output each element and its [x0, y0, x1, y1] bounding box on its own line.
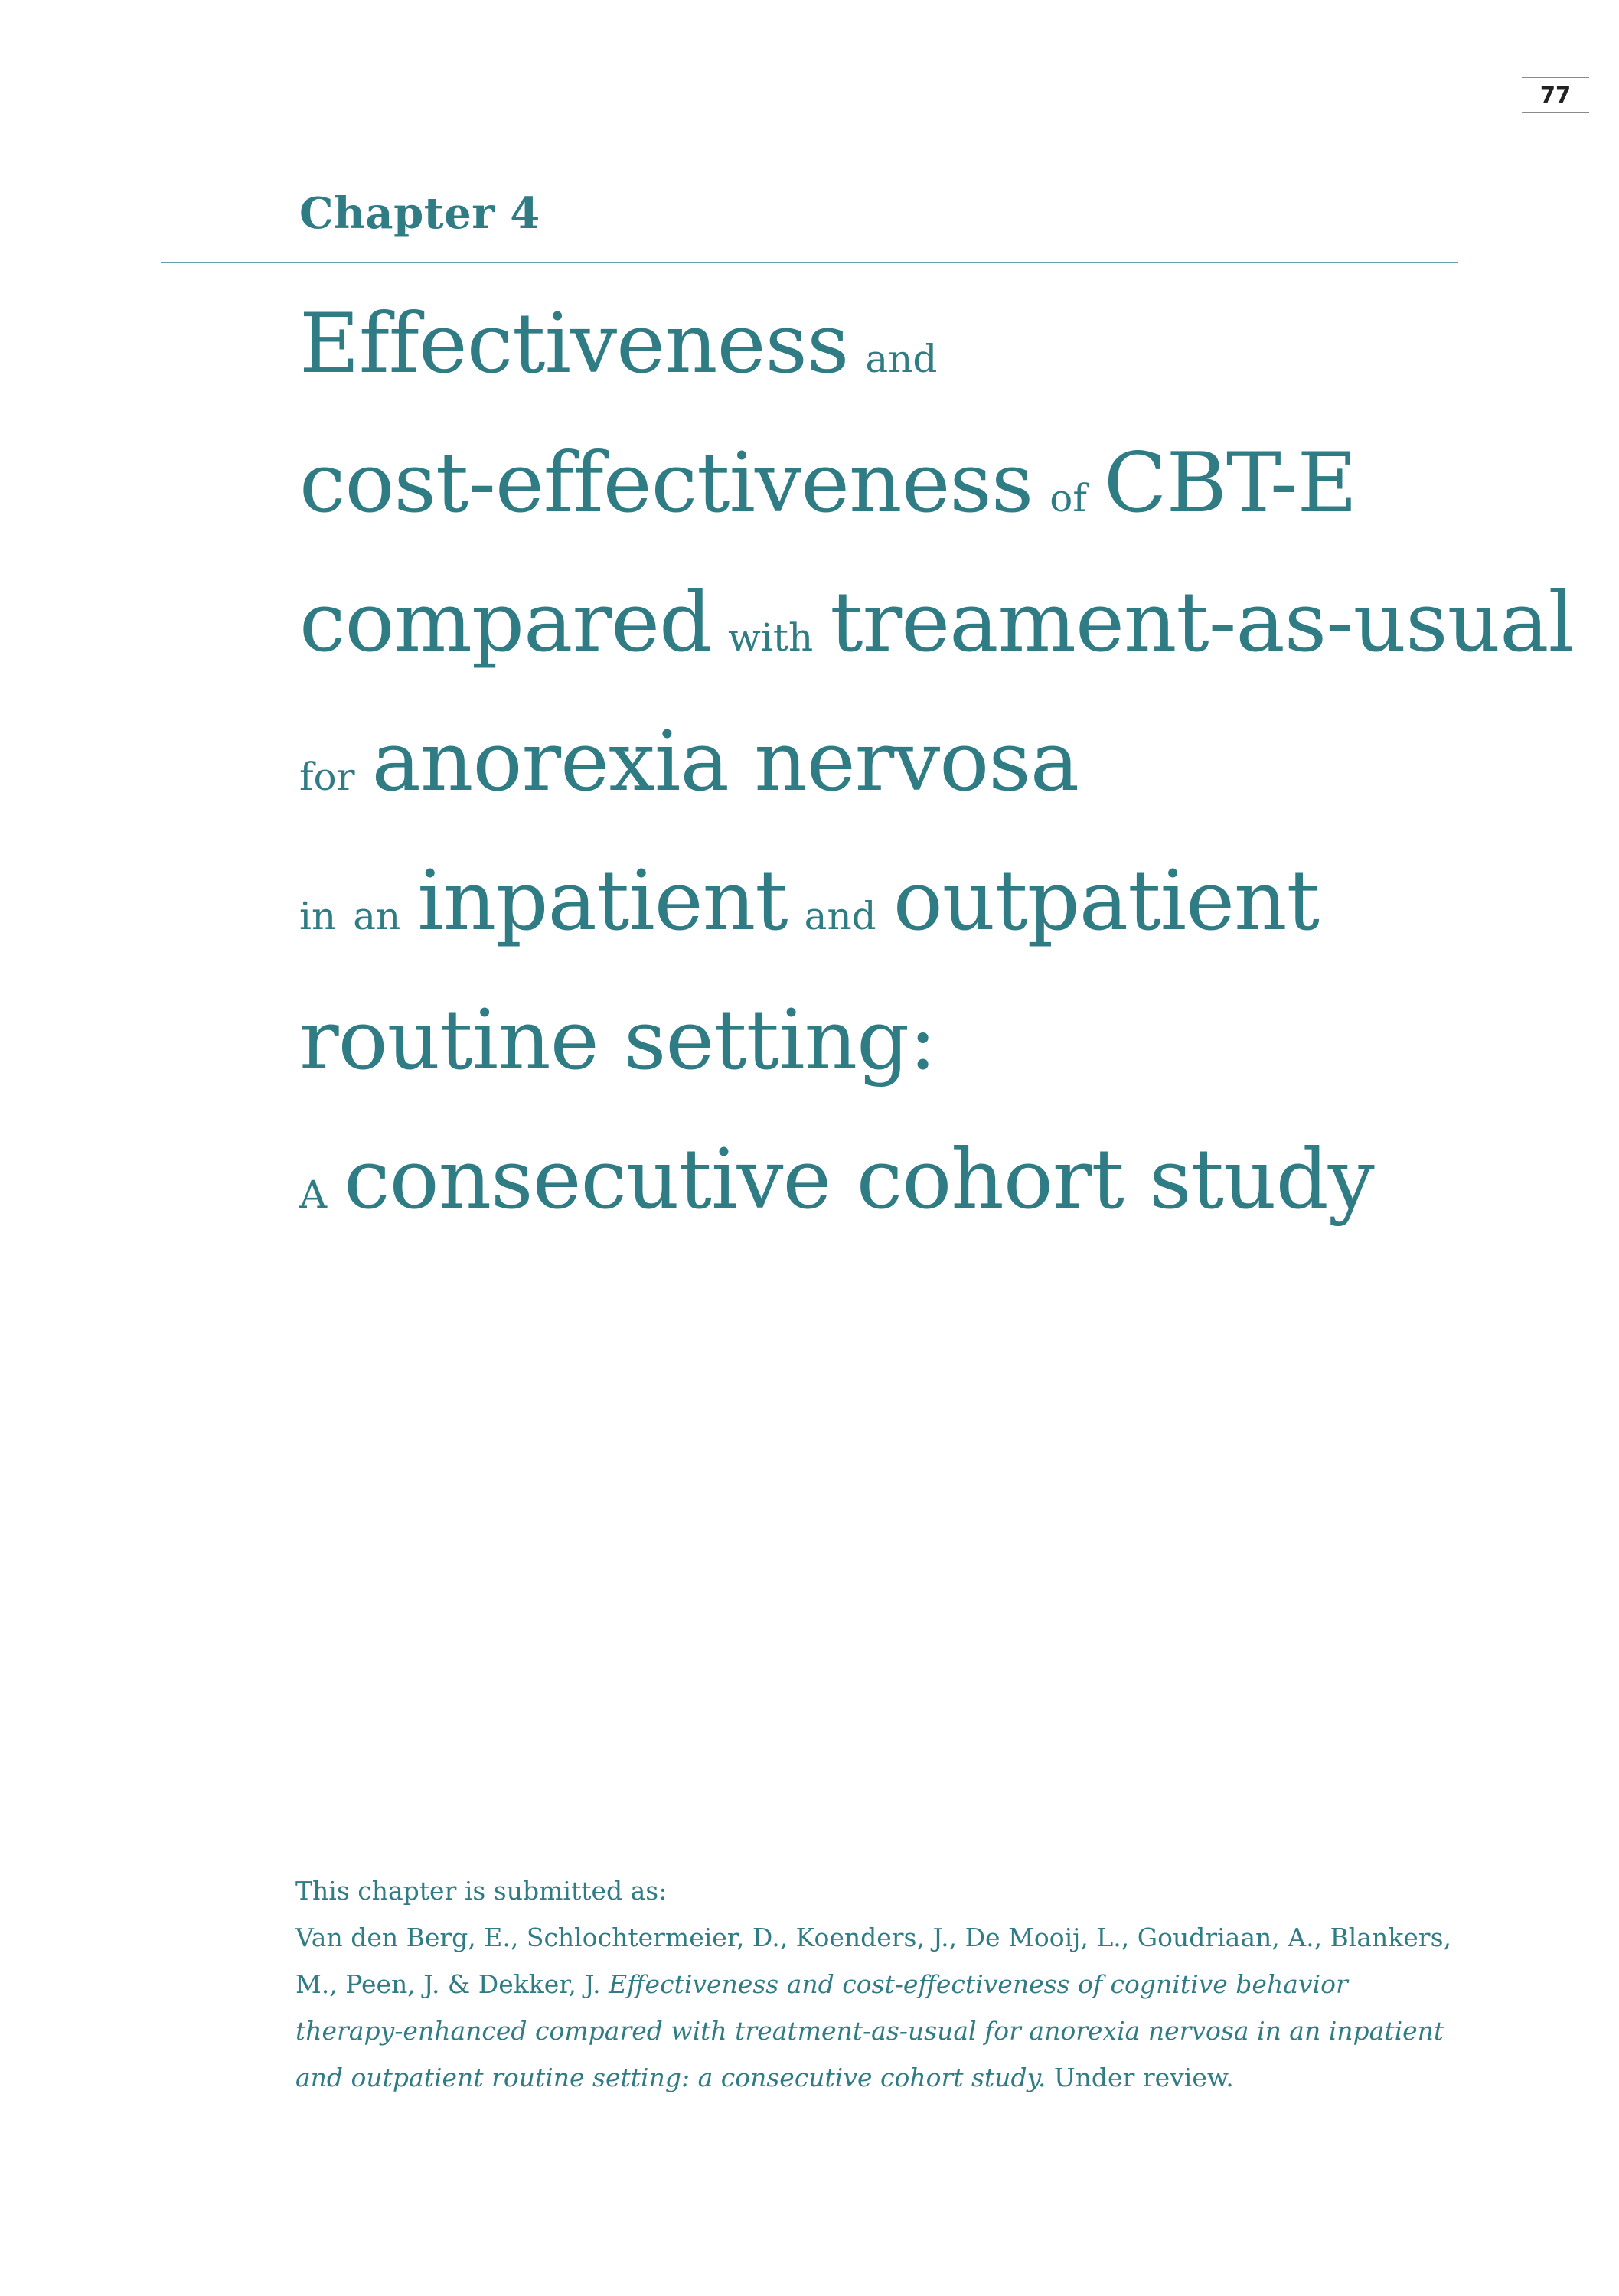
title-word-large: anorexia nervosa — [371, 714, 1079, 810]
title-word-large: consecutive cohort study — [344, 1132, 1374, 1228]
title-word-large: compared — [299, 575, 712, 670]
citation-authors: Van den Berg, E., Schlochtermeier, D., Koenders, J., De Mooij, L., Goudriaan, A., Blankers, M., Peen, J. & Dekker, J. — [295, 1923, 1452, 1999]
citation-status: Under review. — [1046, 2063, 1234, 2092]
chapter-divider — [161, 262, 1458, 263]
title-word-small: and — [865, 337, 938, 381]
title-word-large: CBT-E — [1103, 435, 1357, 531]
title-word-small: in — [299, 894, 337, 938]
title-word-small: with — [728, 615, 814, 660]
title-word-small: of — [1049, 476, 1087, 520]
title-line — [299, 288, 1493, 427]
title-line — [299, 984, 1493, 1124]
title-word-small: and — [804, 894, 876, 938]
citation-title: Effectiveness and cost-effectiveness of cognitive behavior therapy-enhanced compared with treatment-as-usual for anorexia nervosa in an inpatient and outpatient routine setting: a consecutive cohort study. — [295, 1969, 1444, 2092]
title-word-large: Effectiveness — [299, 296, 849, 392]
chapter-title — [299, 288, 1575, 1263]
citation-intro: This chapter is submitted as: — [295, 1876, 668, 1906]
title-line — [299, 566, 1575, 706]
title-word-small: an — [353, 894, 401, 938]
title-line — [299, 845, 1493, 984]
chapter-label: Chapter 4 — [299, 188, 540, 239]
citation-block — [295, 1867, 1459, 2101]
title-word-large: cost-effectiveness — [299, 435, 1033, 531]
title-line — [299, 427, 1493, 566]
title-line — [299, 1124, 1493, 1263]
title-line — [299, 706, 1493, 845]
title-word-large: treament-as-usual — [830, 575, 1575, 670]
title-word-large: inpatient — [417, 853, 788, 949]
title-word-large: routine setting: — [299, 993, 936, 1088]
title-word-large: outpatient — [893, 853, 1320, 949]
title-word-small: for — [299, 755, 355, 799]
title-word-small: A — [299, 1172, 328, 1217]
page-number: 77 — [1522, 77, 1589, 113]
citation-reference — [295, 1914, 1459, 2101]
